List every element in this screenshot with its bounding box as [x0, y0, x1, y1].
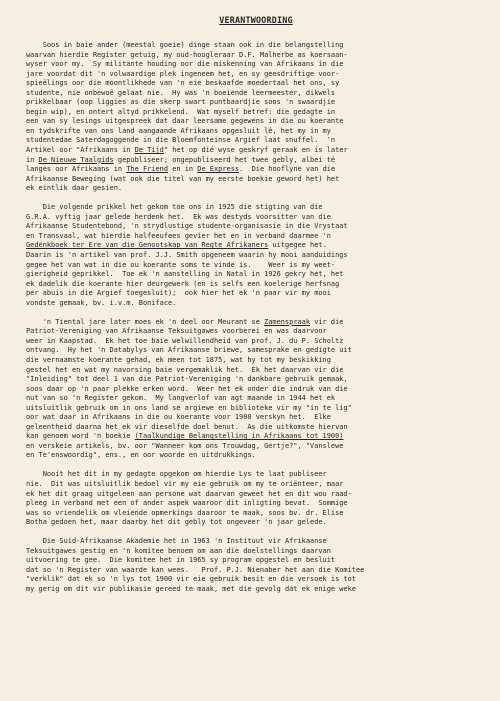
text-line: weer in Kaapstad. Ek het toe baie welwillendheid van prof. J. du P. Scholtz — [26, 336, 344, 345]
text-line: ek het dit graag uitgeleen aan persone wat daarvan geweet het en dit wou raad- — [26, 489, 352, 498]
text-line: oor wat daar in Afrikaans in die ou koerante voor 1900 verskyn het. Elke — [26, 413, 331, 422]
text-line: prikkelbaar (oop liggies as die skerp swart puntbaardjie soos 'n swaardjie — [26, 98, 336, 107]
text-line: Die volgende prikkel het gekom toe ons in 1925 die stigting van die — [26, 203, 323, 212]
text-line: pleeg in verband met een of ander aspek waaroor dit inligting bevat. Sommige — [26, 499, 348, 508]
text-line: en Te'enswoordig", ens., en oor woorde en uitdrukkings. — [26, 451, 256, 460]
text-line: jare voordat dit 'n volwaardige plek ingeneem het, en sy geesdriftige voor- — [26, 69, 340, 78]
text-line: ontvang. Hy het 'n Databylys van Afrikaanse briewe, samesprake en gedigte uit — [26, 346, 352, 355]
paragraph-3 — [26, 318, 486, 461]
text-line: uitsluitlik gebruik om in ons land se argiewe en biblioteke vir my "in te lig" — [26, 403, 352, 412]
text-line: gegee het van wat in die ou koerante soms te vinde is. Weer is my weet- — [26, 260, 336, 269]
text-line: Nooit het dit in my gedagte opgekom om hierdie Lys te laat publiseer — [26, 470, 327, 479]
text-line: soos daar op 'n paar plekke erken word. Weer het ek onder die indruk van die — [26, 384, 348, 393]
text-line: 'n Tiental jare later moes ek 'n deel oor Meurant se Zamenspraak vir die — [26, 317, 344, 326]
text-line: wyser voor my. Sy militante houding oor die miskenning van Afrikaans in die — [26, 60, 344, 69]
paragraph-5 — [26, 537, 486, 594]
text-line: spieëlings oor die moontlikhede van 'n eie beskaafde moedertaal het ons, sy — [26, 79, 340, 88]
text-line: Teksuitgawes gestig en 'n komitee benoem om aan die doelstellings daarvan — [26, 546, 331, 555]
text-line: studentedae Saterdagoggende in die Bloemfonteinse Argief laat snuffel. 'n — [26, 136, 336, 145]
text-line: nut van so 'n Register gekom. My langverlof van agt maande in 1944 het ek — [26, 394, 336, 403]
page-title: VERANTWOORDING — [219, 15, 293, 25]
text-line: Soos in baie ander (meestal goeie) dinge staan ook in die belangstelling — [26, 41, 344, 49]
text-line: gierigheid geprikkel. Toe ek 'n aanstelling in Natal in 1926 gekry het, het — [26, 270, 344, 279]
text-line: en tydskrifte van ons land aangaande Afrikaans opgesluit lê, het my in my — [26, 126, 331, 135]
body-text — [26, 41, 486, 595]
text-line: begin wip), en ontert altyd prikkelend. Wat myself betref: die gedagte in — [26, 107, 336, 116]
text-line: Botha gedoen het, maar daarby het dit gebly tot ongeveer 'n jaar gelede. — [26, 518, 327, 527]
text-line: nie. Dit was uitsluitlik bedoel vir my eie gebruik om my te oriënteer, maar — [26, 480, 344, 489]
text-line: geleentheid daarna het ek vir dieselfde doel benut. As die uitkomste hiervan — [26, 422, 348, 431]
text-line: studente, nie onbewoë gelaat nie. Hy was 'n boeiende leermeester, dikwels — [26, 88, 336, 97]
text-line: Daarin is 'n artikel van prof. J.J. Smith opgeneem waarin hy mooi aanduidings — [26, 250, 348, 259]
text-line: en Transvaal, wat hierdie halfeeufees gevier het en in verband daarmee 'n — [26, 231, 331, 240]
text-line: "verklik" dat ek so 'n lys tot 1900 vir eie gebruik besit en die versoek is tot — [26, 575, 356, 584]
text-line: langes oor Afrikaans in The Friend en in De Express. Die hooflyne van die — [26, 165, 336, 174]
text-line: ek dadelik die koerante hier deurgewerk (en is selfs een koelerige herfsnag — [26, 279, 340, 288]
text-line: vondste gemaak, bv. i.v.m. Boniface. — [26, 298, 177, 307]
paragraph-1 — [26, 41, 486, 194]
text-line: Die Suid-Afrikaanse Akademie het in 1963 'n Instituut vir Afrikaanse — [26, 537, 327, 546]
text-line: G.R.A. vyftig jaar gelede herdenk het. Ek was destyds voorsitter van die — [26, 212, 331, 221]
paragraph-4 — [26, 470, 486, 527]
text-line: Afrikaanse Beweging (wat ook die titel van my eerste boekie geword het) het — [26, 174, 340, 183]
paragraph-2 — [26, 203, 486, 308]
text-line: my gerig om dit vir publikasie gereed te maak, met die gevolg dat ek enige weke — [26, 584, 356, 593]
text-line: "Inleiding" tot deel 1 van die Patriot-Vereniging 'n dankbare gebruik gemaak, — [26, 375, 348, 384]
text-line: was so vriendelik om vleiende opmerkings daaroor te maak, soos bv. dr. Elise — [26, 508, 344, 517]
text-line: per abuis in die Argief toegesluit); ook hier het ek 'n paar vir my mooi — [26, 289, 331, 298]
text-line: uitvoering te gee. Die komitee het in 1965 sy program opgestel en besluit — [26, 556, 336, 565]
text-line: een van sy lesings uitgespreek dat daar leersame gegewens in die ou koerante — [26, 117, 344, 126]
text-line: kan genoem word 'n boekie (Taalkundige Belangstelling in Afrikaans tot 1900) — [26, 432, 344, 441]
text-line: waarvan hierdie Register getuig, my oud-hoogleraar D.F. Malherbe as koersaan- — [26, 50, 348, 59]
title-block — [26, 8, 486, 27]
text-line: gestel het en wat my navorsing baie vergemaklik het. Ek het daarvan vir die — [26, 365, 344, 374]
text-line: die vernaamste koerante gehad, ek meen tot 1875, wat hy tot my beskikking — [26, 355, 331, 364]
text-line: dat so 'n Register van waarde kan wees. Prof. P.J. Nienaber het aan die Komitee — [26, 565, 365, 574]
text-line: Afrikaanse Studentebond, 'n strydlustige studente-organisasie in die Vrystaat — [26, 222, 348, 231]
text-line: ek eintlik daar gesien. — [26, 184, 123, 193]
text-line: Gedenkboek ter Ere van die Genootskap van Regte Afrikaners uitgegee het. — [26, 241, 327, 250]
text-line: Patriot-Vereniging van Afrikaanse Teksuitgawes voorberei en was daarvoor — [26, 327, 327, 336]
text-line: Artikel oor "Afrikaans in De Tijd" het op dié wyse geskryf geraak en is later — [26, 146, 348, 155]
text-line: en verskeie artikels, bv. oor "Wanneer kom ons Trouwdag, Gertje?", "Vanslewe — [26, 441, 344, 450]
text-line: in De Nieuwe Taalgids gepubliseer; ongepubliseerd het twee gebly, albei té — [26, 155, 336, 164]
